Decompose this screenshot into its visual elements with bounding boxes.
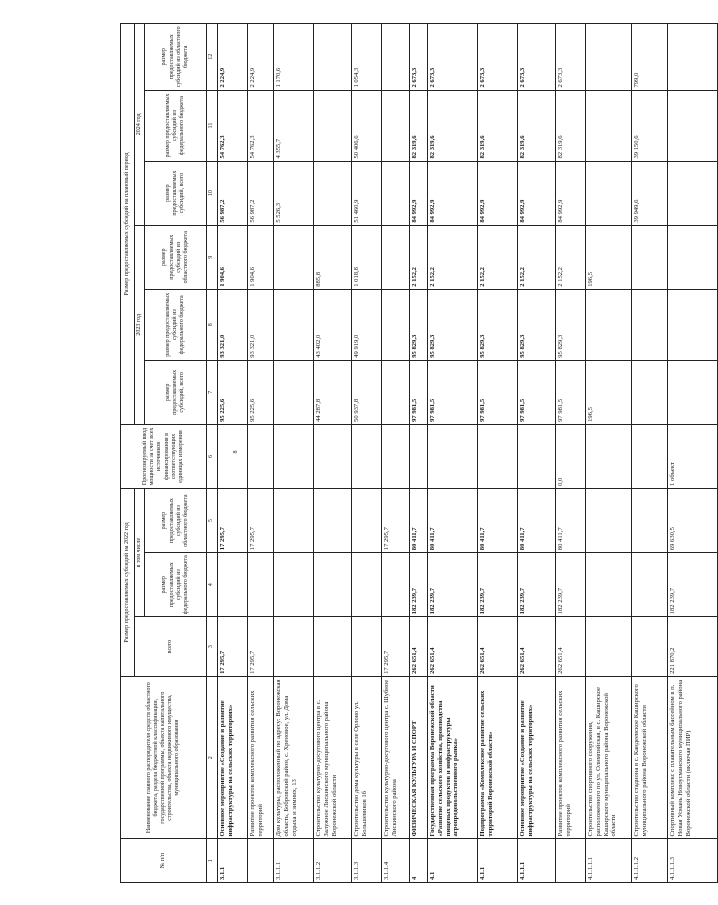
column-number: 1: [207, 839, 218, 883]
column-number-row: [207, 24, 218, 883]
cell-t23: [274, 360, 314, 424]
cell-f23: 93 321,0: [218, 289, 248, 360]
cell-fed: 182 239,7: [428, 553, 478, 617]
cell-r23: 1 904,6: [248, 225, 274, 289]
cell-name: Строительство дома культуры в селе Орлово ул. Большевиков 1б: [352, 676, 382, 839]
header-reg-2024: размер предоставляемых субсидий из областного бюджета: [145, 24, 207, 91]
cell-reg: 80 411,7: [478, 489, 518, 553]
cell-name: ФИЗИЧЕСКАЯ КУЛЬТУРА И СПОРТ: [410, 676, 428, 839]
cell-num: 4.1.1.1: [518, 839, 556, 883]
column-number: 6: [207, 424, 218, 488]
cell-reg: 80 411,7: [428, 489, 478, 553]
header-fed-2023: размер предоставляемых субсидий из федерального бюджета: [145, 289, 207, 360]
table-row: [632, 24, 668, 883]
table-row: [274, 24, 314, 883]
cell-name: Государственная программа Воронежской области «Развитие сельского хозяйства, производства пищевых продуктов и инфраструктуры агропродовольственного рынка»: [428, 676, 478, 839]
cell-fed: [632, 553, 668, 617]
cell-reg: [352, 489, 382, 553]
cell-total: 262 651,4: [410, 617, 428, 677]
cell-f23: 49 919,0: [352, 289, 382, 360]
cell-f23: 95 829,3: [556, 289, 586, 360]
cell-r23: 1 018,8: [352, 225, 382, 289]
table-row: [248, 24, 274, 883]
cell-t23: 97 981,5: [410, 360, 428, 424]
header-total-2022: всего: [135, 617, 207, 677]
cell-r24: 2 224,9: [248, 24, 274, 91]
cell-t23: [668, 360, 718, 424]
cell-total: 17 295,7: [382, 617, 410, 677]
column-number: 3: [207, 617, 218, 677]
cell-fed: 182 239,7: [518, 553, 556, 617]
cell-t23: 50 937,8: [352, 360, 382, 424]
cell-fed: [274, 553, 314, 617]
cell-f23: [632, 289, 668, 360]
header-fed-2024: размер предоставляемых субсидий из федерального бюджета: [145, 90, 207, 161]
cell-reg: 80 411,7: [556, 489, 586, 553]
header-2022: Размер предоставляемых субсидий на 2022 год: [121, 489, 135, 677]
cell-total: 262 651,4: [478, 617, 518, 677]
cell-r24: 2 673,3: [518, 24, 556, 91]
cell-forecast: [586, 424, 632, 488]
table-row: [314, 24, 352, 883]
column-number: 2: [207, 676, 218, 839]
cell-reg: 17 295,7: [248, 489, 274, 553]
page-number: 8: [233, 450, 239, 454]
cell-t24: 5 526,3: [274, 161, 314, 225]
cell-r23: 2 152,2: [428, 225, 478, 289]
table-row: [478, 24, 518, 883]
cell-t23: 97 981,5: [518, 360, 556, 424]
cell-f23: 93 321,0: [248, 289, 274, 360]
cell-t23: 196,5: [586, 360, 632, 424]
cell-f24: [586, 90, 632, 161]
cell-t23: 95 225,6: [218, 360, 248, 424]
cell-num: 4.1.1.1.3: [668, 839, 718, 883]
cell-f23: [382, 289, 410, 360]
cell-fed: [314, 553, 352, 617]
cell-t24: 84 992,9: [428, 161, 478, 225]
cell-forecast: [382, 424, 410, 488]
cell-name: Подпрограмма «Комплексное развитие сельских территорий Воронежской области»: [478, 676, 518, 839]
cell-num: 4.1.1.1.2: [632, 839, 668, 883]
cell-f24: 82 319,6: [556, 90, 586, 161]
cell-f24: [382, 90, 410, 161]
cell-reg: 69 630,5: [668, 489, 718, 553]
column-number: 5: [207, 489, 218, 553]
cell-forecast: [274, 424, 314, 488]
column-number: 4: [207, 553, 218, 617]
cell-forecast: [478, 424, 518, 488]
cell-t23: 97 981,5: [556, 360, 586, 424]
cell-forecast: [410, 424, 428, 488]
cell-fed: 182 239,7: [410, 553, 428, 617]
cell-forecast: [248, 424, 274, 488]
cell-forecast: [518, 424, 556, 488]
cell-name: Строительство культурно-досугового центра в с. Залужное Лискинского муниципального района Воронежской области: [314, 676, 352, 839]
table-row: [352, 24, 382, 883]
cell-total: [352, 617, 382, 677]
cell-f24: 82 319,6: [428, 90, 478, 161]
cell-t23: 44 287,8: [314, 360, 352, 424]
cell-f23: 95 829,3: [410, 289, 428, 360]
cell-t23: 95 225,6: [248, 360, 274, 424]
cell-total: 221 870,2: [668, 617, 718, 677]
cell-fed: 182 239,7: [478, 553, 518, 617]
cell-t23: 97 981,5: [478, 360, 518, 424]
header-incl: в том числе: [135, 489, 145, 617]
cell-reg: 17 295,7: [382, 489, 410, 553]
cell-forecast: 1 объект: [668, 424, 718, 488]
cell-t24: [668, 161, 718, 225]
cell-r24: 2 224,9: [218, 24, 248, 91]
cell-total: 17 295,7: [248, 617, 274, 677]
cell-t23: 97 981,5: [428, 360, 478, 424]
cell-total: 17 295,7: [218, 617, 248, 677]
cell-fed: [248, 553, 274, 617]
cell-fed: [218, 553, 248, 617]
cell-r24: 1 170,6: [274, 24, 314, 91]
cell-f24: 4 355,7: [274, 90, 314, 161]
cell-r23: [274, 225, 314, 289]
cell-num: 4.1: [428, 839, 478, 883]
table-row: [428, 24, 478, 883]
header-forecast: Прогнозируемый ввод мощности за счет всех источников финансирования в соответствующих единицах измерения: [121, 424, 207, 488]
cell-f23: [668, 289, 718, 360]
subsidy-table-wrapper: [120, 23, 692, 883]
cell-r24: [382, 24, 410, 91]
table-row: [218, 24, 248, 883]
cell-t24: 56 987,2: [248, 161, 274, 225]
cell-forecast: 0,0: [556, 424, 586, 488]
cell-name: Строительство культурно-досугового центра с. Шубное Лискинского района: [382, 676, 410, 839]
header-plan: Размер предоставляемых субсидий на плановый период: [121, 24, 135, 425]
cell-t24: 56 987,2: [218, 161, 248, 225]
column-number: 7: [207, 360, 218, 424]
cell-f24: 50 406,6: [352, 90, 382, 161]
cell-t24: 84 992,9: [410, 161, 428, 225]
cell-r23: 2 152,2: [410, 225, 428, 289]
cell-forecast: [218, 424, 248, 488]
cell-f24: 82 319,6: [518, 90, 556, 161]
column-number: 11: [207, 90, 218, 161]
cell-num: 3.1.1: [218, 839, 248, 883]
cell-t23: [382, 360, 410, 424]
header-total-2024: размер предоставляемых субсидий, всего: [145, 161, 207, 225]
cell-f23: 95 829,3: [518, 289, 556, 360]
cell-r23: [668, 225, 718, 289]
cell-r24: 1 054,3: [352, 24, 382, 91]
cell-reg: 80 411,7: [518, 489, 556, 553]
cell-num: 4.1.1: [478, 839, 518, 883]
table-row: [382, 24, 410, 883]
cell-r24: 2 673,3: [556, 24, 586, 91]
cell-forecast: [632, 424, 668, 488]
header-num: № п/п: [121, 839, 207, 883]
cell-t23: [632, 360, 668, 424]
cell-num: [248, 839, 274, 883]
cell-total: 262 651,4: [518, 617, 556, 677]
cell-fed: [382, 553, 410, 617]
cell-name: Спортивный комплекс с плавательным бассейном в п. Новая Усмань Новоусманского муниципального района Воронежской области (включая ПИР): [668, 676, 718, 839]
cell-f23: 95 829,3: [478, 289, 518, 360]
cell-r24: 799,0: [632, 24, 668, 91]
cell-reg: 80 411,7: [410, 489, 428, 553]
cell-f24: 54 762,3: [248, 90, 274, 161]
cell-r24: 2 673,3: [410, 24, 428, 91]
cell-num: 3.1.1.3: [352, 839, 382, 883]
cell-r23: 2 152,2: [518, 225, 556, 289]
cell-t24: 84 992,9: [478, 161, 518, 225]
cell-f24: [314, 90, 352, 161]
header-fed-2022: размер предоставляемых субсидий из федерального бюджета: [145, 553, 207, 617]
cell-r23: 1 904,6: [218, 225, 248, 289]
table-row: [518, 24, 556, 883]
cell-name: Строительство спортивного сооружения, расположенного по ул. Олимпийская, в с. Каширское Каширского муниципального района Воронежской области: [586, 676, 632, 839]
cell-name: Основное мероприятие «Создание и развитие инфраструктуры на сельских территориях»: [218, 676, 248, 839]
column-number: 10: [207, 161, 218, 225]
cell-f24: 82 319,6: [478, 90, 518, 161]
cell-reg: [314, 489, 352, 553]
cell-f24: [668, 90, 718, 161]
cell-num: 3.1.1.1: [274, 839, 314, 883]
cell-name: Развитие проектов комплексного развития сельских территорий: [248, 676, 274, 839]
cell-r23: 885,8: [314, 225, 352, 289]
column-number: 9: [207, 225, 218, 289]
cell-reg: 17 295,7: [218, 489, 248, 553]
table-row: [410, 24, 428, 883]
cell-num: [556, 839, 586, 883]
cell-fed: 182 239,7: [556, 553, 586, 617]
cell-r24: 2 673,3: [478, 24, 518, 91]
cell-f23: 43 402,0: [314, 289, 352, 360]
cell-total: 262 651,4: [556, 617, 586, 677]
subsidy-table: [120, 23, 718, 883]
cell-num: 4: [410, 839, 428, 883]
cell-forecast: [314, 424, 352, 488]
cell-reg: [586, 489, 632, 553]
cell-forecast: [352, 424, 382, 488]
cell-r24: [668, 24, 718, 91]
cell-total: [274, 617, 314, 677]
cell-total: [632, 617, 668, 677]
cell-t24: [314, 161, 352, 225]
cell-r23: 2 152,2: [556, 225, 586, 289]
cell-fed: [586, 553, 632, 617]
cell-r23: [632, 225, 668, 289]
cell-fed: 182 239,7: [668, 553, 718, 617]
cell-t24: 39 949,6: [632, 161, 668, 225]
cell-f24: 82 319,6: [410, 90, 428, 161]
cell-f23: [274, 289, 314, 360]
header-year-2024: 2024 год: [135, 24, 145, 226]
cell-reg: [274, 489, 314, 553]
cell-name: Строительство стадиона в с. Кандеевское Каширского муниципального района Воронежской области: [632, 676, 668, 839]
table-row: [586, 24, 632, 883]
cell-r23: 196,5: [586, 225, 632, 289]
cell-f23: 95 829,3: [428, 289, 478, 360]
cell-t24: 84 992,9: [556, 161, 586, 225]
cell-name: Развитие проектов комплексного развития сельских территорий: [556, 676, 586, 839]
cell-num: 3.1.1.2: [314, 839, 352, 883]
header-reg-2023: размер предоставляемых субсидий из областного бюджета: [145, 225, 207, 289]
column-number: 12: [207, 24, 218, 91]
cell-t24: [586, 161, 632, 225]
table-row: [556, 24, 586, 883]
cell-fed: [352, 553, 382, 617]
cell-forecast: [428, 424, 478, 488]
cell-t24: 84 992,9: [518, 161, 556, 225]
header-year-2023: 2023 год: [135, 225, 145, 424]
cell-f24: 54 762,3: [218, 90, 248, 161]
table-row: [668, 24, 718, 883]
cell-r24: 2 673,3: [428, 24, 478, 91]
cell-name: Дом культуры, расположенный по адресу: Воронежская область, Бобровский район, с. Хреновое, ул. Дома отдыха и зимних, 13: [274, 676, 314, 839]
cell-num: 3.1.1.4: [382, 839, 410, 883]
cell-t24: [382, 161, 410, 225]
cell-reg: [632, 489, 668, 553]
cell-r23: [382, 225, 410, 289]
header-reg-2022: размер предоставляемых субсидий из областного бюджета: [145, 489, 207, 553]
cell-f24: 39 150,6: [632, 90, 668, 161]
cell-total: 262 651,4: [428, 617, 478, 677]
cell-f23: [586, 289, 632, 360]
cell-num: 4.1.1.1.1: [586, 839, 632, 883]
column-number: 8: [207, 289, 218, 360]
cell-r24: [586, 24, 632, 91]
cell-total: [586, 617, 632, 677]
cell-r24: [314, 24, 352, 91]
header-name: Наименование главного распорядителя средств областного бюджета, раздела бюджетной классификации, государственной программы, объекта капитального строительства, объекта недвижимого имущества, муниципального образования: [121, 676, 207, 839]
cell-t24: 51 460,9: [352, 161, 382, 225]
cell-total: [314, 617, 352, 677]
cell-name: Основное мероприятие «Создание и развитие инфраструктуры на сельских территориях»: [518, 676, 556, 839]
cell-r23: 2 152,2: [478, 225, 518, 289]
header-total-2023: размер предоставляемых субсидий, всего: [145, 360, 207, 424]
